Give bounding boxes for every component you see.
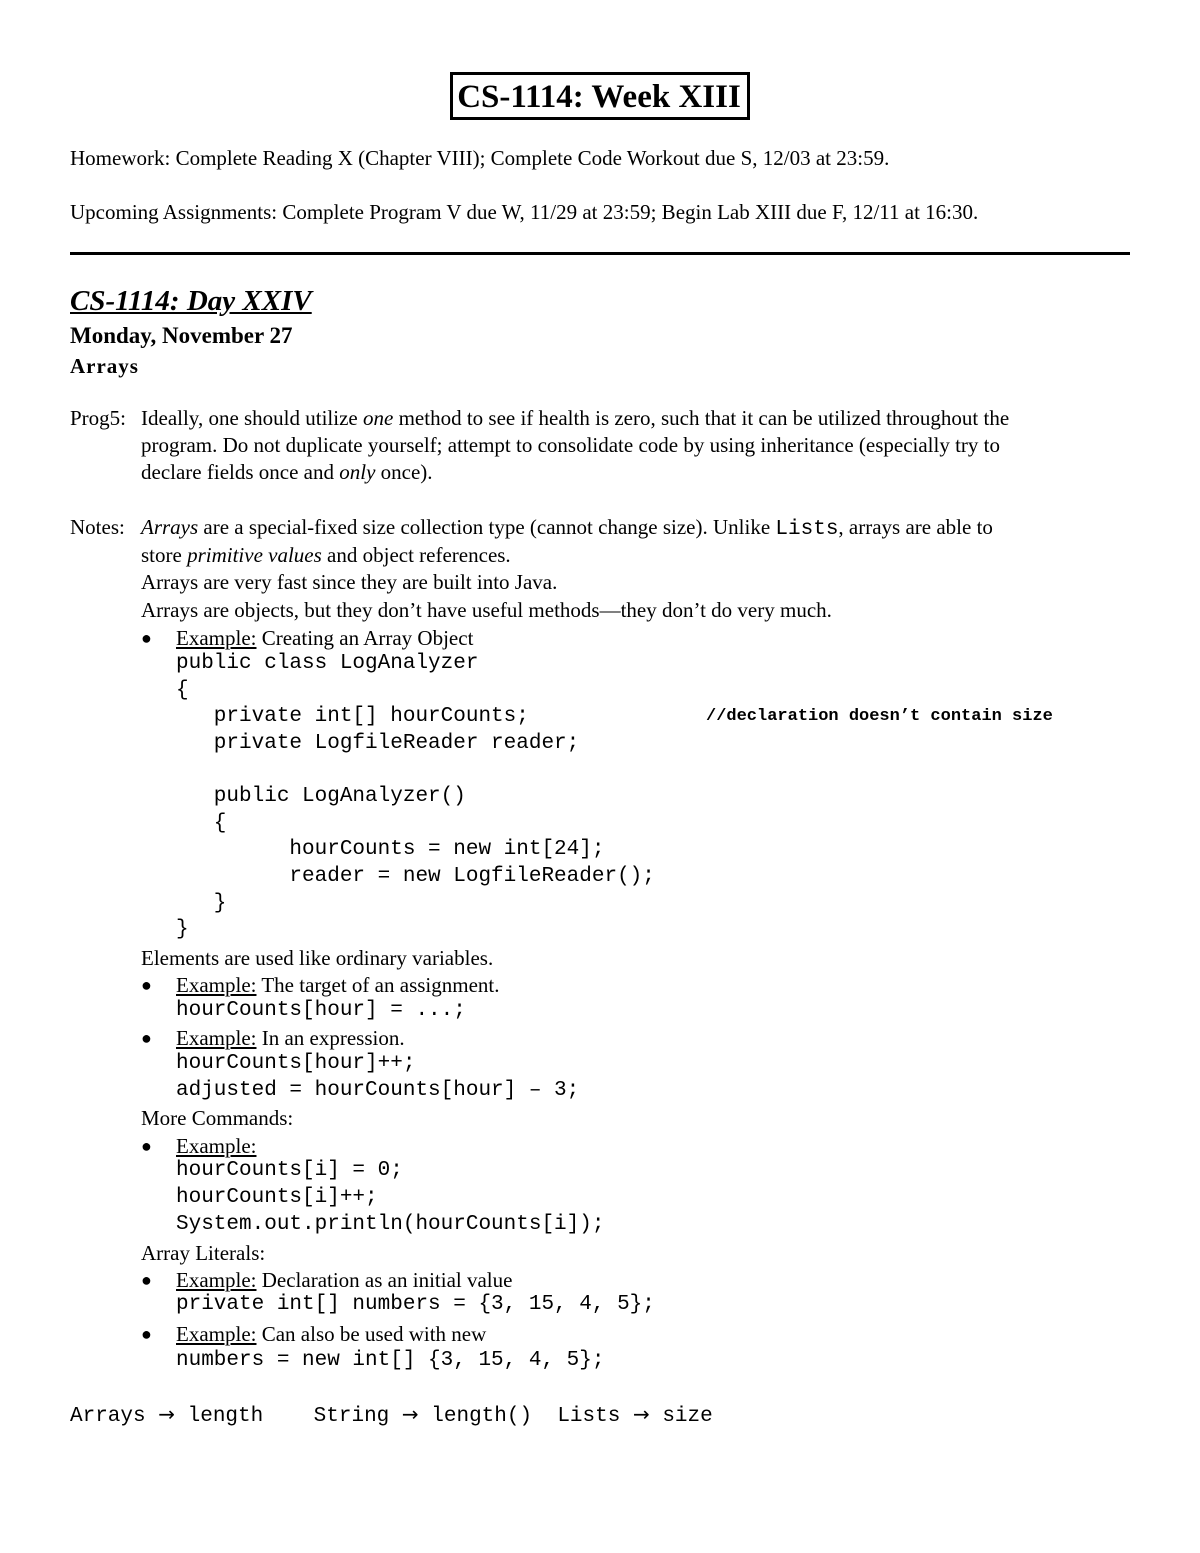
notes-emphasis: primitive values: [187, 543, 322, 567]
code-line: reader = new LogfileReader();: [176, 865, 655, 888]
arrow-right-icon: →: [632, 1402, 650, 1426]
example-label: Example:: [176, 1026, 257, 1050]
prog5-emphasis: only: [339, 460, 376, 484]
more-commands-line: More Commands:: [141, 1106, 294, 1130]
notes-emphasis: Arrays: [141, 515, 199, 539]
notes-line-2: [141, 542, 511, 569]
code-line: hourCounts[i] = 0;: [176, 1159, 403, 1182]
notes-line-1: [141, 514, 993, 543]
summary-string-value: length(): [431, 1405, 533, 1428]
notes-text: are a special-fixed size collection type (cannot change size). Unlike: [198, 515, 776, 539]
day-topic: Arrays: [70, 354, 139, 378]
code-line: public class LogAnalyzer: [176, 652, 479, 675]
example-label: Example:: [176, 1268, 257, 1292]
example-label: Example:: [176, 626, 257, 650]
code-line: private int[] numbers = {3, 15, 4, 5};: [176, 1293, 655, 1316]
prog5-line-3: [141, 459, 433, 486]
prog5-text: Ideally, one should utilize: [141, 406, 363, 430]
example-6: [176, 1321, 486, 1348]
bullet-icon: ●: [141, 1028, 152, 1048]
code-comment: //declaration doesn’t contain size: [706, 707, 1053, 726]
week-title-container: [0, 72, 1200, 120]
prog5-label: Prog5:: [70, 406, 127, 430]
code-line: {: [176, 679, 189, 702]
code-line: }: [176, 892, 227, 915]
example-5: [176, 1267, 512, 1294]
bullet-icon: ●: [141, 1136, 152, 1156]
code-line: hourCounts[hour]++;: [176, 1052, 416, 1075]
section-divider: [70, 252, 1130, 255]
prog5-text: once).: [375, 460, 433, 484]
bullet-icon: ●: [141, 1270, 152, 1290]
example-3: [176, 1025, 405, 1052]
example-label: Example:: [176, 1322, 257, 1346]
code-line: }: [176, 918, 189, 941]
arrow-right-icon: →: [158, 1402, 175, 1426]
bullet-icon: ●: [141, 1324, 152, 1344]
notes-line-3: Arrays are very fast since they are built into Java.: [141, 570, 558, 594]
bullet-icon: ●: [141, 628, 152, 648]
example-text: Creating an Array Object: [256, 626, 474, 650]
summary-string: String: [313, 1405, 390, 1428]
notes-label: Notes:: [70, 515, 125, 539]
example-label: Example:: [176, 973, 257, 997]
prog5-text: declare fields once and: [141, 460, 340, 484]
example-4: [176, 1133, 256, 1160]
arrow-right-icon: →: [401, 1402, 419, 1426]
notes-text: and object references.: [321, 543, 511, 567]
week-title: CS-1114: Week XIII: [450, 72, 750, 120]
homework-line: Homework: Complete Reading X (Chapter VIII); Complete Code Workout due S, 12/03 at 23:59.: [70, 146, 890, 170]
summary-arrays-value: length: [187, 1405, 264, 1428]
upcoming-assignments-line: Upcoming Assignments: Complete Program V due W, 11/29 at 23:59; Begin Lab XIII due F, 12/11 at 16:30.: [70, 200, 979, 224]
notes-text: , arrays are able to: [838, 515, 993, 539]
example-text: The target of an assignment.: [256, 973, 500, 997]
bullet-icon: ●: [141, 975, 152, 995]
example-text: Can also be used with new: [256, 1322, 487, 1346]
prog5-line-2: program. Do not duplicate yourself; attempt to consolidate code by using inheritance (especially try to: [141, 433, 1001, 457]
code-line: System.out.println(hourCounts[i]);: [176, 1213, 605, 1236]
code-line: adjusted = hourCounts[hour] – 3;: [176, 1079, 580, 1102]
summary-lists-value: size: [662, 1405, 713, 1428]
day-date: Monday, November 27: [70, 323, 293, 348]
array-literals-line: Array Literals:: [141, 1241, 266, 1265]
length-summary-line: [70, 1401, 713, 1430]
code-line: {: [176, 812, 227, 835]
prog5-emphasis: one: [363, 406, 394, 430]
code-line: private LogfileReader reader;: [176, 732, 580, 755]
prog5-line-1: [141, 405, 1009, 432]
summary-lists: Lists: [557, 1405, 621, 1428]
notes-line-4: Arrays are objects, but they don’t have useful methods—they don’t do very much.: [141, 598, 832, 622]
code-line: public LogAnalyzer(): [176, 785, 466, 808]
code-line: numbers = new int[] {3, 15, 4, 5};: [176, 1349, 605, 1372]
notes-code-inline: Lists: [775, 518, 839, 541]
example-text: In an expression.: [256, 1026, 405, 1050]
example-2: [176, 972, 499, 999]
code-line: hourCounts[hour] = ...;: [176, 999, 466, 1022]
code-line: hourCounts[i]++;: [176, 1186, 378, 1209]
code-line: private int[] hourCounts;: [176, 705, 529, 728]
elements-line: Elements are used like ordinary variables.: [141, 946, 494, 970]
example-text: Declaration as an initial value: [256, 1268, 513, 1292]
day-title: CS-1114: Day XXIV: [70, 285, 312, 317]
example-1: [176, 625, 473, 652]
example-label: Example:: [176, 1134, 257, 1158]
prog5-text: method to see if health is zero, such that it can be utilized throughout the: [393, 406, 1010, 430]
notes-text: store: [141, 543, 188, 567]
code-line: hourCounts = new int[24];: [176, 838, 605, 861]
summary-arrays: Arrays: [70, 1405, 146, 1428]
